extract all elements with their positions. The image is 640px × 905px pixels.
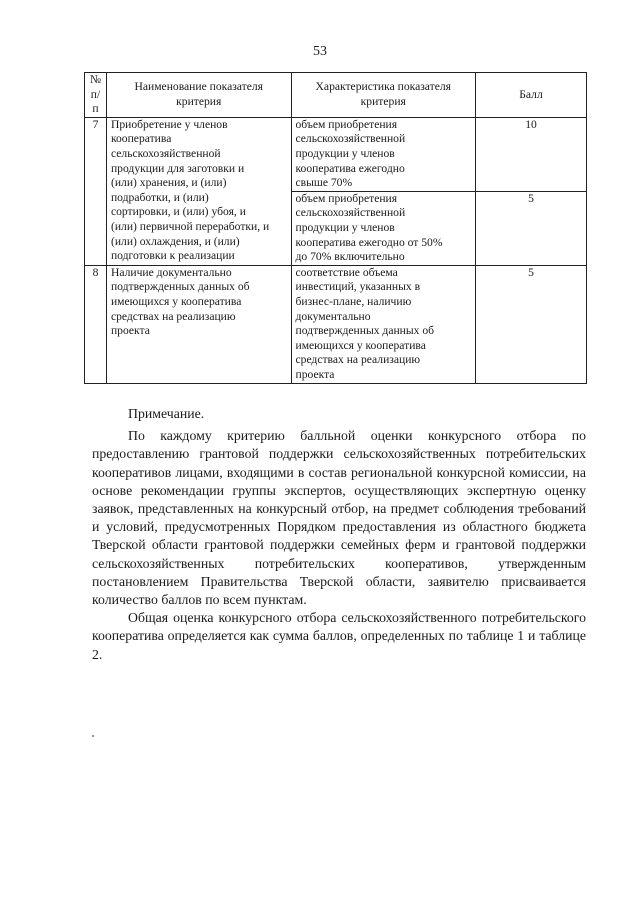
header-criterion-name: Наименование показателя критерия xyxy=(106,73,291,118)
criterion-name: Наличие документально подтвержденных данных об имеющихся у кооператива средствах на реализацию проекта xyxy=(106,265,291,383)
row-number: 8 xyxy=(85,265,107,383)
criterion-name: Приобретение у членов кооператива сельскохозяйственной продукции для заготовки и (или) хранения, и (или) подработки, и (или) сортировки, и (или) убоя, и (или) первичной переработки, и (или) охлаждения, и (или) подготовки к реализации xyxy=(106,117,291,265)
page-number: 53 xyxy=(313,44,327,59)
characteristic-cell: объем приобретения сельскохозяйственной продукции у членов кооператива ежегодно свыше 70% xyxy=(291,117,476,191)
characteristic-cell: объем приобретения сельскохозяйственной продукции у членов кооператива ежегодно от 50% до 70% включительно xyxy=(291,191,476,265)
score-cell: 5 xyxy=(476,191,587,265)
notes-section xyxy=(92,405,586,664)
score-cell: 5 xyxy=(476,265,587,383)
row-number: 7 xyxy=(85,117,107,265)
notes-paragraph: По каждому критерию балльной оценки конкурсного отбора по предоставлению грантовой поддержки сельскохозяйственных потребительских кооперативов лицами, входящими в состав региональной конкурсной комиссии, на основе рекомендации группы экспертов, осуществляющих экспертную оценку заявок, представленных на конкурсный отбор, на предмет соблюдения требований и условий, предусмотренных Порядком предоставления из областного бюджета Тверской области грантовой поддержки семейных ферм и грантовой поддержки сельскохозяйственных потребительских кооперативов, утвержденным постановлением Правительства Тверской области, заявителю присваивается количество баллов по всем пунктам. xyxy=(92,428,586,608)
score-cell: 10 xyxy=(476,117,587,191)
table-header-row xyxy=(85,73,587,118)
header-characteristic: Характеристика показателя критерия xyxy=(291,73,476,118)
notes-paragraph: Общая оценка конкурсного отбора сельскохозяйственного потребительского кооператива определяется как сумма баллов, определенных по таблице 1 и таблице 2. xyxy=(92,610,586,662)
table-row xyxy=(85,117,587,191)
header-number: № п/п xyxy=(85,73,107,118)
characteristic-cell: соответствие объема инвестиций, указанных в бизнес-плане, наличию документально подтвержденных данных об имеющихся у кооператива средствах на реализацию проекта xyxy=(291,265,476,383)
criteria-table xyxy=(84,72,587,384)
header-score: Балл xyxy=(476,73,587,118)
notes-title: Примечание. xyxy=(128,406,205,421)
scan-speck xyxy=(92,735,94,737)
table-row xyxy=(85,265,587,383)
